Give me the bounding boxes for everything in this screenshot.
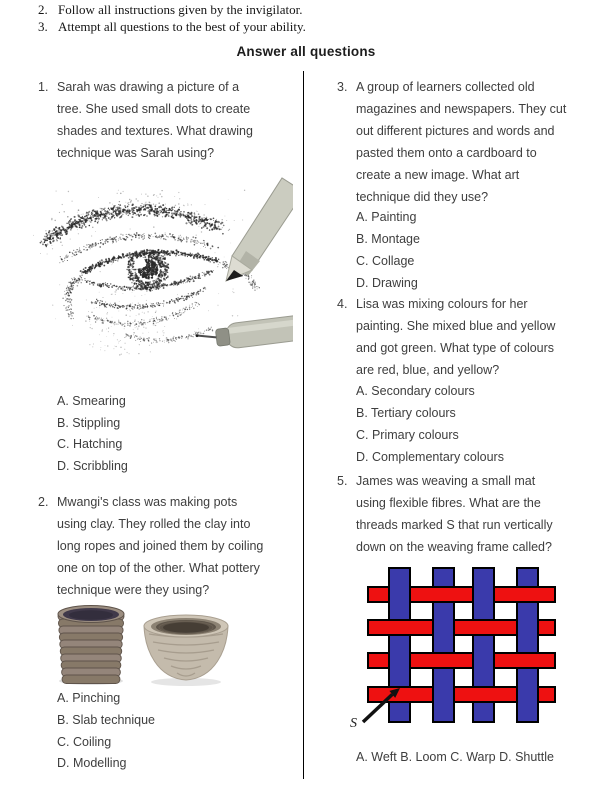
question-5-options-inline: A. Weft B. Loom C. Warp D. Shuttle — [356, 750, 554, 764]
instruction-number: 2. — [38, 2, 48, 17]
question-text-line: shades and textures. What drawing — [57, 124, 253, 138]
instruction-text: Follow all instructions given by the invigilator. — [58, 2, 303, 17]
question-2-text — [57, 491, 263, 601]
question-text-line: are red, blue, and yellow? — [356, 363, 500, 377]
section-heading: Answer all questions — [236, 44, 376, 59]
answer-option: B. Montage — [356, 232, 420, 246]
question-text-line: pasted them onto a cardboard to — [356, 146, 537, 160]
answer-option: C. Collage — [356, 254, 415, 268]
left-coil-pot — [58, 606, 124, 684]
question-text-line: technique were they using? — [57, 583, 210, 597]
question-text-line: Mwangi's class was making pots — [57, 495, 238, 509]
answer-option: C. Hatching — [57, 437, 123, 451]
answer-option: C. Primary colours — [356, 428, 459, 442]
question-text-line: long ropes and joined them by coiling — [57, 539, 264, 553]
answer-option: A. Pinching — [57, 691, 121, 705]
answer-option: A. Smearing — [57, 394, 126, 408]
answer-option: C. Coiling — [57, 734, 112, 749]
stippling-eye-svg — [30, 177, 293, 356]
question-1-text — [57, 76, 253, 164]
question-text-line: technique was Sarah using? — [57, 146, 215, 160]
question-text-line: magazines and newspapers. They cut — [356, 102, 567, 116]
answer-option: A. Painting — [356, 210, 417, 224]
question-text-line: Lisa was mixing colours for her — [356, 297, 528, 311]
question-4-number: 4. — [337, 297, 348, 311]
coil-pots-figure — [45, 598, 235, 688]
answer-option: D. Complementary colours — [356, 450, 504, 464]
answer-option: B. Stippling — [57, 415, 121, 430]
question-1-number: 1. — [38, 80, 49, 94]
instruction-item — [38, 18, 306, 35]
exam-instructions — [38, 1, 306, 35]
question-text-line: down on the weaving frame called? — [356, 540, 552, 554]
question-text-line: A group of learners collected old — [356, 80, 535, 94]
stippling-eye-figure — [30, 177, 293, 356]
answer-option: D. Scribbling — [57, 458, 128, 473]
question-3-text — [356, 76, 566, 208]
column-divider — [303, 71, 304, 779]
question-4-text — [356, 293, 555, 381]
question-text-line: painting. She mixed blue and yellow — [356, 319, 556, 333]
coil-pots-svg — [45, 598, 235, 688]
question-1-options — [57, 391, 128, 477]
question-text-line: threads marked S that run vertically — [356, 518, 553, 532]
question-text-line: and got green. What type of colours — [356, 341, 555, 355]
answer-option: B. Tertiary colours — [356, 406, 456, 420]
question-text-line: using flexible fibres. What are the — [356, 496, 541, 510]
question-text-line: Sarah was drawing a picture of a — [57, 80, 240, 94]
question-5-text — [356, 470, 553, 558]
answer-option: B. Slab technique — [57, 712, 155, 727]
question-text-line: James was weaving a small mat — [356, 474, 536, 488]
instruction-number: 3. — [38, 19, 48, 34]
answer-option: A. Secondary colours — [356, 384, 475, 398]
question-text-line: technique did they use? — [356, 190, 489, 204]
answer-option: D. Modelling — [57, 756, 127, 771]
instruction-text: Attempt all questions to the best of your ability. — [58, 19, 306, 34]
question-text-line: tree. She used small dots to create — [57, 102, 251, 116]
weaving-diagram-figure — [345, 560, 560, 730]
question-text-line: using clay. They rolled the clay into — [57, 517, 251, 531]
instruction-item — [38, 1, 306, 18]
question-4-options — [356, 380, 504, 468]
question-text-line: create a new image. What art — [356, 168, 520, 182]
question-3-number: 3. — [337, 80, 348, 94]
question-2-options — [57, 688, 155, 775]
answer-option: D. Drawing — [356, 276, 418, 290]
weaving-svg — [345, 560, 560, 730]
question-5-number: 5. — [337, 474, 348, 488]
warp-label-s: S — [350, 716, 357, 730]
question-2-number: 2. — [38, 495, 49, 509]
question-text-line: one on top of the other. What pottery — [57, 561, 260, 575]
question-3-options — [356, 206, 420, 294]
question-text-line: out different pictures and words and — [356, 124, 555, 138]
